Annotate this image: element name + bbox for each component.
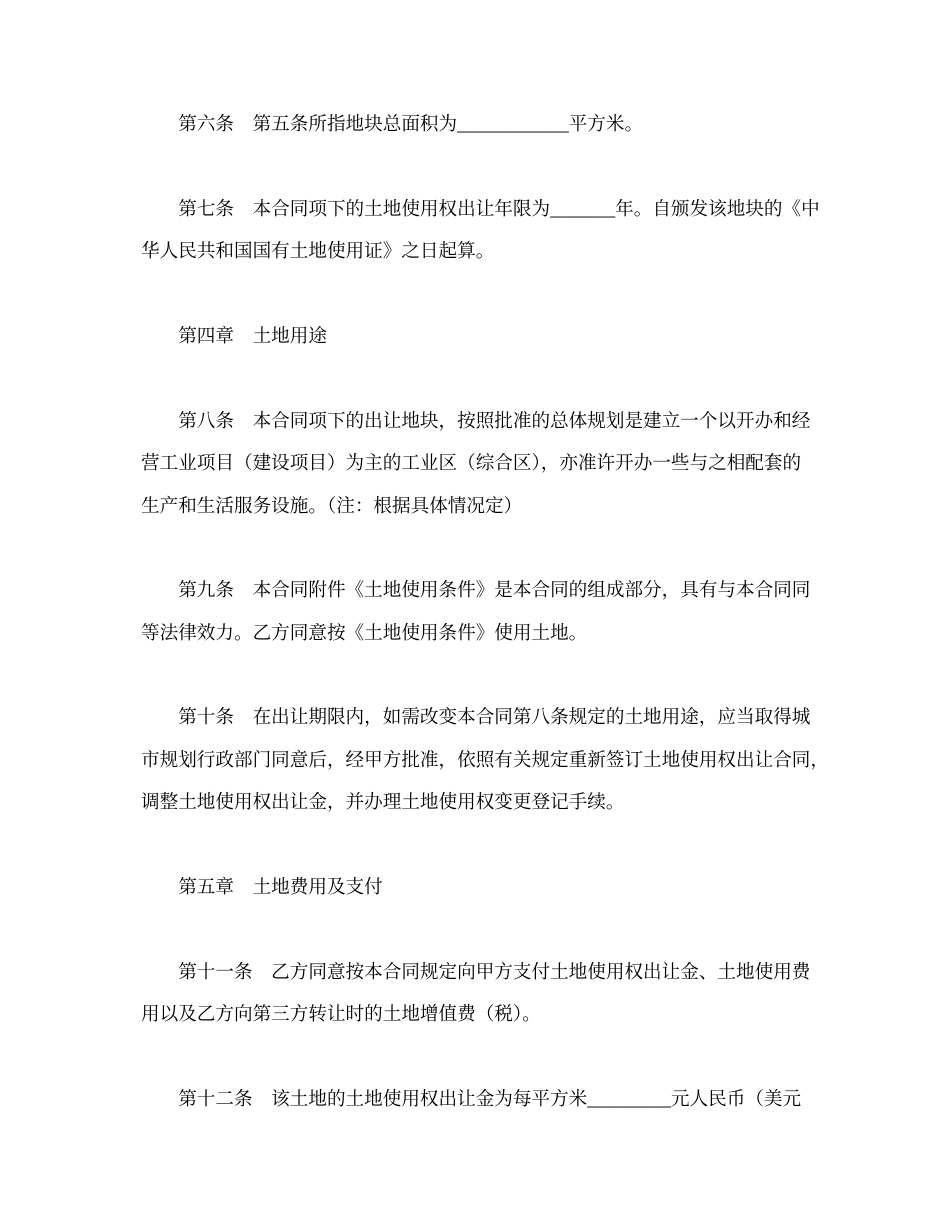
article-7-line-2: 华人民共和国国有土地使用证》之日起算。 xyxy=(141,241,495,263)
article-9-line-2: 等法律效力。乙方同意按《土地使用条件》使用土地。 xyxy=(141,622,588,644)
article-10-line-3: 调整土地使用权出让金，并办理土地使用权变更登记手续。 xyxy=(141,792,625,814)
chapter-5-title: 第五章 土地费用及支付 xyxy=(178,877,383,899)
article-8 xyxy=(141,401,813,528)
document-body xyxy=(141,104,829,1121)
article-8-line-3: 生产和生活服务设施。（注：根据具体情况定） xyxy=(141,495,523,517)
article-8-line-2: 营工业项目（建设项目）为主的工业区（综合区），亦准许开办一些与之相配套的 xyxy=(141,453,802,475)
chapter-4-title: 第四章 土地用途 xyxy=(178,325,327,347)
article-12 xyxy=(141,1079,813,1121)
article-11-line-2: 用以及乙方向第三方转让时的土地增值费（税）。 xyxy=(141,1004,541,1026)
article-10-line-1: 第十条 在出让期限内，如需改变本合同第八条规定的土地用途，应当取得城 xyxy=(178,707,811,729)
article-9-line-1: 第九条 本合同附件《土地使用条件》是本合同的组成部分，具有与本合同同 xyxy=(178,580,811,602)
article-9 xyxy=(141,570,813,655)
article-7 xyxy=(141,189,820,274)
article-6 xyxy=(141,104,813,146)
article-11-line-1: 第十一条 乙方同意按本合同规定向甲方支付土地使用权出让金、土地使用费 xyxy=(178,961,811,983)
article-11 xyxy=(141,952,813,1037)
article-8-line-1: 第八条 本合同项下的出让地块，按照批准的总体规划是建立一个以开办和经 xyxy=(178,410,811,432)
article-10-line-2: 市规划行政部门同意后，经甲方批准，依照有关规定重新签订土地使用权出让合同， xyxy=(141,749,829,771)
article-7-line-1: 第七条 本合同项下的土地使用权出让年限为_______年。自颁发该地块的《中 xyxy=(178,198,820,220)
article-6-line-1: 第六条 第五条所指地块总面积为____________平方米。 xyxy=(178,114,644,135)
chapter-4-heading xyxy=(141,316,813,358)
chapter-5-heading xyxy=(141,867,813,909)
article-12-line-1: 第十二条 该土地的土地使用权出让金为每平方米_________元人民币（美元 xyxy=(178,1088,802,1110)
article-10 xyxy=(141,697,829,824)
